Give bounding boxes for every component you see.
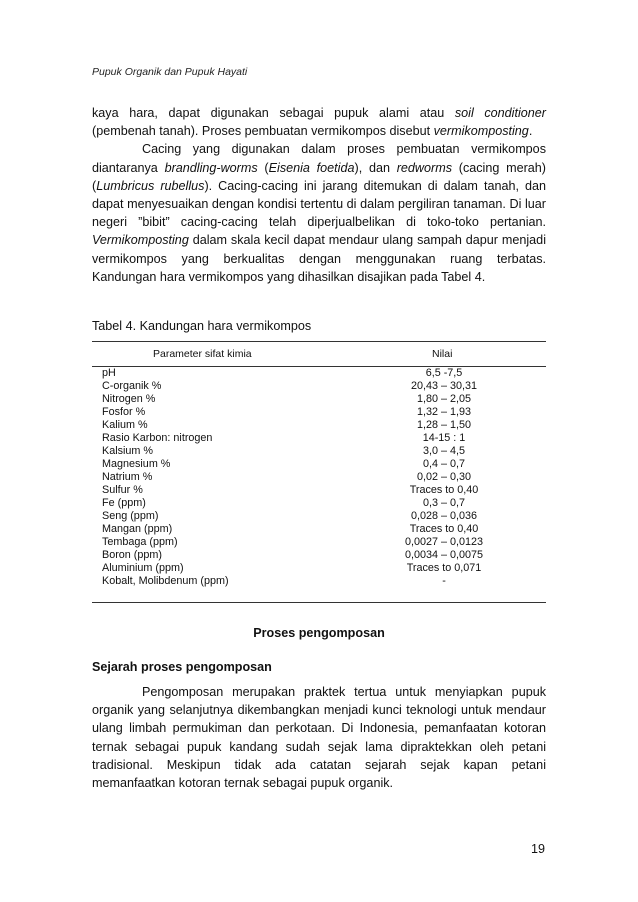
paragraph-2 — [92, 140, 546, 286]
running-header: Pupuk Organik dan Pupuk Hayati — [92, 66, 248, 78]
table-row — [102, 549, 502, 562]
table-body — [102, 367, 502, 588]
paragraph-2-term-eisenia-foetida: Eisenia foetida — [268, 160, 355, 175]
table-row — [102, 419, 502, 432]
paragraph-2-term-redworms: redworms — [396, 160, 452, 175]
subsection-title: Sejarah proses pengomposan — [92, 660, 272, 674]
table-cell-parameter: Kalium % — [102, 419, 148, 431]
table-row — [102, 510, 502, 523]
table-cell-parameter: Fe (ppm) — [102, 497, 146, 509]
table-cell-nilai: Traces to 0,40 — [409, 523, 479, 535]
table-cell-parameter: Sulfur % — [102, 484, 143, 496]
paragraph-2-term-lumbricus-rubellus: Lumbricus rubellus — [96, 178, 205, 193]
table-cell-nilai: 0,02 – 0,30 — [416, 471, 472, 483]
table-row — [102, 562, 502, 575]
table-row — [102, 536, 502, 549]
table-cell-nilai: 1,32 – 1,93 — [416, 406, 472, 418]
table-row — [102, 445, 502, 458]
table-cell-nilai: 1,80 – 2,05 — [416, 393, 472, 405]
table-cell-nilai: Traces to 0,40 — [409, 484, 479, 496]
paragraph-1-term-vermikomposting: vermikomposting — [433, 124, 529, 139]
table-header-parameter: Parameter sifat kimia — [153, 348, 252, 360]
table-row — [102, 367, 502, 380]
table-cell-parameter: Nitrogen % — [102, 393, 156, 405]
section-title: Proses pengomposan — [253, 626, 385, 640]
paragraph-2-text-11: dalam skala kecil dapat mendaur ulang sampah dapur menjadi vermikompos yang berkualitas dengan menggunakan ruang terbatas. Kandungan hara vermikompos yang dihasilkan disajikan pada Tabel 4. — [92, 233, 546, 284]
paragraph-1 — [92, 104, 546, 140]
table-cell-nilai: 6,5 -7,5 — [425, 367, 463, 379]
paragraph-2-term-vermikomposting: Vermikomposting — [92, 233, 189, 248]
paragraph-2-text-7: (cacing merah) ( — [92, 160, 546, 193]
table-cell-nilai: 0,0034 – 0,0075 — [404, 549, 484, 561]
paragraph-3: Pengomposan merupakan praktek tertua untuk menyiapkan pupuk organik yang selanjutnya dikembangkan menjadi kunci teknologi untuk mendaur ulang limbah permukiman dan perkotaan. Di Indonesia, pemanfaatan kotoran ternak sebagai pupuk kandang sudah sejak lama dipraktekkan oleh petani tradisional. Meskipun tidak ada catatan sejarah sejak kapan petani memanfaatkan kotoran ternak sebagai pupuk organik. — [92, 685, 546, 791]
table-row — [102, 432, 502, 445]
page-number: 19 — [531, 842, 546, 856]
table-row — [102, 497, 502, 510]
table-bottom-rule — [92, 602, 546, 603]
table-cell-parameter: Seng (ppm) — [102, 510, 159, 522]
table-cell-nilai: Traces to 0,071 — [406, 562, 482, 574]
table-cell-nilai: 20,43 – 30,31 — [410, 380, 478, 392]
table-cell-parameter: Fosfor % — [102, 406, 146, 418]
table-cell-parameter: C-organik % — [102, 380, 162, 392]
table-row — [102, 406, 502, 419]
paragraph-2-text-1: Cacing yang digunakan dalam proses pembuatan vermikompos diantaranya — [92, 142, 546, 175]
table-row — [102, 484, 502, 497]
table-cell-nilai: - — [442, 575, 446, 587]
paragraph-1-term-soil-conditioner: soil conditioner — [454, 106, 546, 120]
table-row — [102, 458, 502, 471]
table-cell-parameter: Kobalt, Molibdenum (ppm) — [102, 575, 229, 587]
table-row — [102, 380, 502, 393]
table-cell-parameter: Magnesium % — [102, 458, 171, 470]
table-cell-parameter: Tembaga (ppm) — [102, 536, 178, 548]
table-cell-parameter: Aluminium (ppm) — [102, 562, 184, 574]
table-cell-nilai: 1,28 – 1,50 — [416, 419, 472, 431]
body-text-bottom — [92, 683, 546, 792]
table-cell-parameter: Kalsium % — [102, 445, 154, 457]
table-cell-parameter: Mangan (ppm) — [102, 523, 173, 535]
table-cell-parameter: Natrium % — [102, 471, 153, 483]
table-caption: Tabel 4. Kandungan hara vermikompos — [92, 319, 312, 333]
table-cell-parameter: Boron (ppm) — [102, 549, 163, 561]
paragraph-2-text-9: ). Cacing-cacing ini jarang ditemukan di dalam tanah, dan dapat menyesuaikan dengan kondisi tertentu di dalam pergiliran tanaman. Di luar negeri ”bibit” cacing-cacing telah diperjualbelikan di toko-toko pertanian. — [92, 178, 546, 230]
table-cell-nilai: 14-15 : 1 — [422, 432, 466, 444]
paragraph-1-period: . — [528, 124, 533, 139]
table-cell-parameter: Rasio Karbon: nitrogen — [102, 432, 213, 444]
table-cell-parameter: pH — [102, 367, 116, 379]
paragraph-1-text-a: kaya hara, dapat digunakan sebagai pupuk alami atau — [92, 106, 455, 120]
table-row — [102, 393, 502, 406]
table-cell-nilai: 0,3 – 0,7 — [422, 497, 466, 509]
table-header-nilai: Nilai — [432, 348, 453, 360]
table-cell-nilai: 0,028 – 0,036 — [410, 510, 478, 522]
paragraph-2-text-5: ), dan — [354, 160, 397, 175]
table-cell-nilai: 0,0027 – 0,0123 — [404, 536, 484, 548]
paragraph-1-text-b: (pembenah tanah). Proses pembuatan vermikompos disebut — [92, 124, 431, 139]
table-row — [102, 575, 502, 588]
table-top-rule — [92, 341, 546, 342]
table-cell-nilai: 0,4 – 0,7 — [422, 458, 466, 470]
paragraph-2-text-3: ( — [257, 160, 269, 175]
paragraph-2-term-brandling-worms: brandling-worms — [164, 160, 258, 175]
body-text-top — [92, 104, 546, 286]
table-row — [102, 471, 502, 484]
table-row — [102, 523, 502, 536]
table-cell-nilai: 3,0 – 4,5 — [422, 445, 466, 457]
